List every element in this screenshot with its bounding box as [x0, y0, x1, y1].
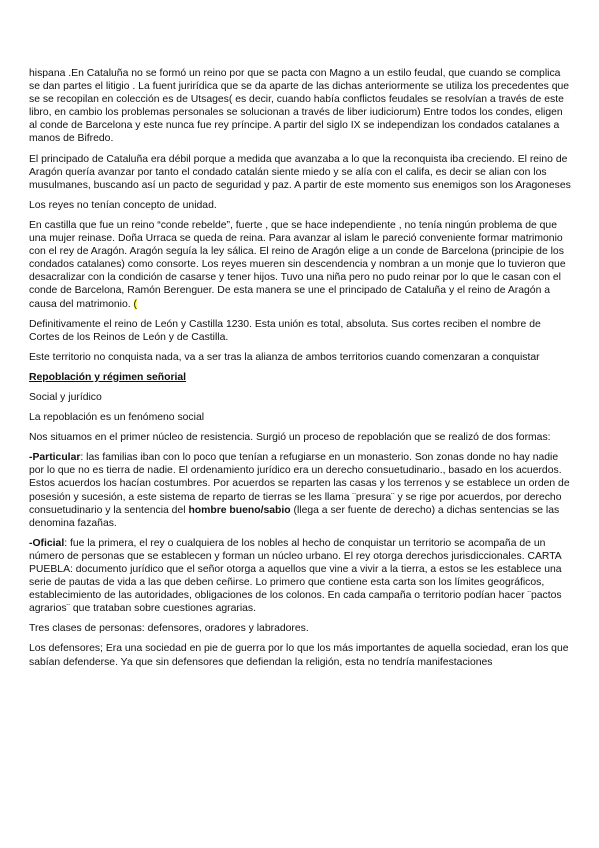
paragraph-nucleo-resistencia: Nos situamos en el primer núcleo de resistencia. Surgió un proceso de repoblación que se realizó de dos formas:	[29, 432, 551, 444]
paragraph-leon-castilla: Definitivamente el reino de León y Castilla 1230. Esta unión es total, absoluta. Sus cortes reciben el nombre de Cortes de los Reinos de León y de Castilla.	[29, 318, 541, 343]
paragraph-principado-cataluna: El principado de Cataluña era débil porque a medida que avanzaba a lo que la reconquista iba creciendo. El reino de Aragón quería avanzar por tanto el condado catalán siente miedo y se alía con el califa, es decir se alian con los musulmanes, buscando así un pacto de seguridad y paz. A partir de este momento sus enemigos son los Aragoneses	[29, 153, 571, 191]
paragraph-cataluna-feudal: hispana .En Cataluña no se formó un reino por que se pacta con Magno a un estilo feudal, que cuando se complica se dan partes el litigio . La fuent jurirídica que se da aparte de las dichas anteriormente se utiliza los precedentes que se se recopilan en colección es de Utsages( es decir, cuando había conflictos feudales se resolvían a través de este libro, en cambio los problemas personales se solucionan a través de liber iudiciorum) Entre todos los condes, eligen al conde de Barcelona y este nunca fue rey príncipe. A partir del siglo IX se independizan los condados catalanes a manos de Bifredo.	[29, 68, 570, 145]
paragraph-castilla	[29, 219, 573, 311]
term-particular: -Particular	[29, 452, 81, 464]
paragraph-territorio: Este territorio no conquista nada, va a ser tras la alianza de ambos territorios cuando comenzaran a conquistar	[29, 351, 540, 363]
paragraph-oficial	[29, 537, 573, 616]
paragraph-defensores: Los defensores; Era una sociedad en pie de guerra por lo que los más importantes de aquella sociedad, eran los que sabían defenderse. Ya que sin defensores que defiendan la religión, esta no tendría manifestaciones	[29, 643, 569, 668]
highlight-mark: (	[133, 298, 137, 310]
paragraph-repoblacion-fenomeno: La repoblación es un fenómeno social	[29, 412, 205, 424]
paragraph-oficial-text: : fue la primera, el rey o cualquiera de los nobles al hecho de conquistar un territorio se acompaña de un número de personas que se establecen y forman un núcleo urbano. El rey otorga derechos jurisdiccionales. CARTA PUEBLA: documento jurídico que el señor otorga a aquellos que vine a vivir a la tierra, a estos se les establece una serie de pautas de vida a las que deben ceñirse. Lo primero que contiene esta carta son los límites geográficos, establecimiento de las autoridades, obligaciones de los colonos. En cada campaña o territorio podían hacer ¨pactos agrarios¨ que trataban sobre cuestiones agrarias.	[29, 537, 562, 615]
term-oficial: -Oficial	[29, 537, 65, 549]
paragraph-reyes-unidad: Los reyes no tenían concepto de unidad.	[29, 199, 217, 211]
term-hombre-bueno: hombre bueno/sabio	[188, 504, 291, 516]
paragraph-social-juridico: Social y jurídico	[29, 391, 102, 403]
section-heading: Repoblación y régimen señorial	[29, 371, 187, 383]
paragraph-particular-text-b: (llega a ser fuente de derecho) a dichas sentencias se las denomina fazañas.	[29, 504, 560, 529]
paragraph-castilla-text: En castilla que fue un reino “conde rebelde”, fuerte , que se hace independiente , no tenía ningún problema de que una mujer reinase. Doña Urraca se queda de reina. Para avanzar al islam le pareció conveniente formar matrimonio con el rey de Aragón. Aragón seguía la ley sálica. El reino de Aragón elige a un conde de Barcelona (principie de los condados catalanes) como consorte. Los reyes mueren sin descendencia y nombran a un monje que lo tuvieron que desacralizar con la condición de casarse y tener hijos. Tuvo una niña pero no pudo reinar por lo que le casan con el conde de Barcelona, Ramón Berenguer. De esta manera se une el principado de Cataluña y el reino de Aragón a causa del matrimonio.	[29, 219, 566, 310]
paragraph-particular	[29, 451, 573, 530]
paragraph-tres-clases: Tres clases de personas: defensores, oradores y labradores.	[29, 623, 309, 635]
page-body	[29, 67, 573, 676]
paragraph-particular-text-a: : las familias iban con lo poco que tenían a refugiarse en un monasterio. Son zonas donde no hay nadie por lo que no es tierra de nadie. El ordenamiento jurídico era un derecho consuetudinario., basado en los acuerdos. Estos acuerdos los hacían costumbres. Por acuerdos se reparten las casas y los terrenos y se establece un orden de posesión y sucesión, a este sistema de reparto de tierras se les llama ¨presura¨ y se rige por acuerdos, por derecho consuetudinario y la sentencia del	[29, 452, 570, 516]
